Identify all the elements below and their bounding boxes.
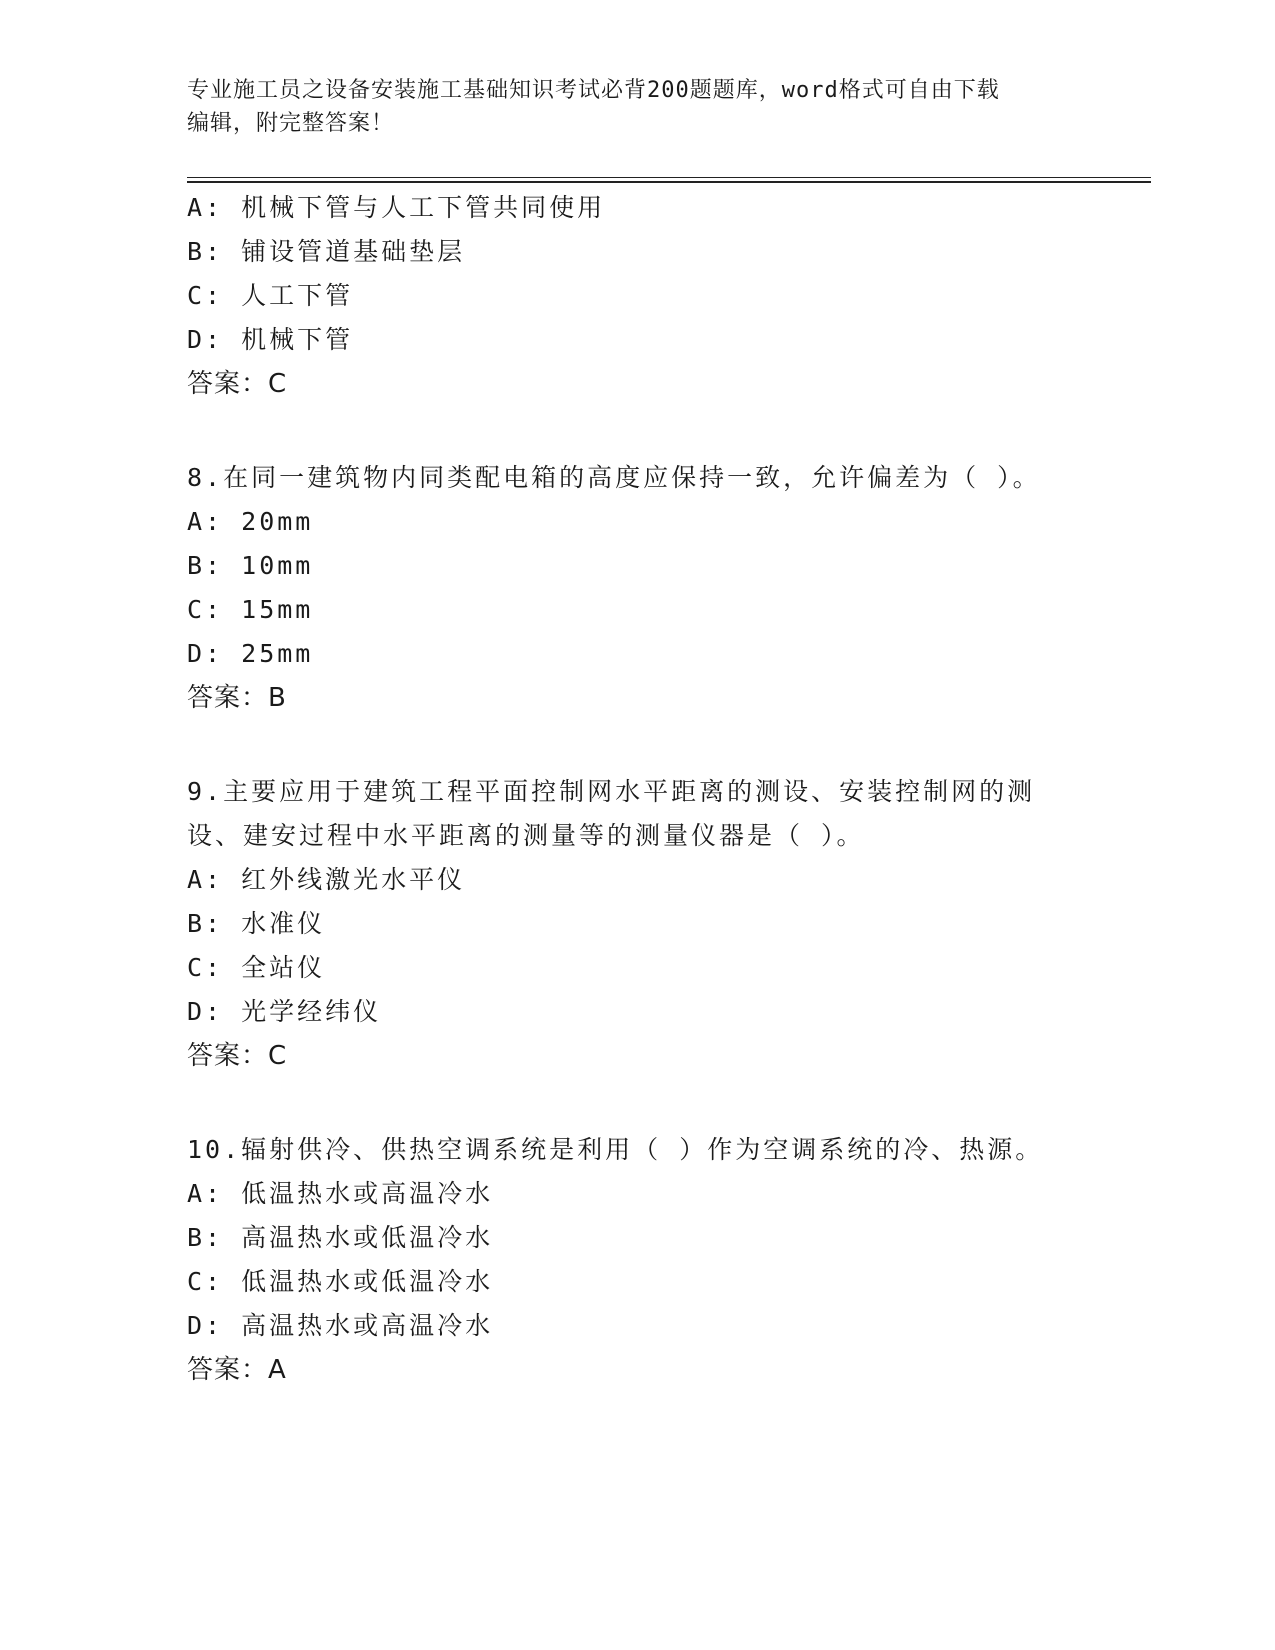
q10-option-a: A: 低温热水或高温冷水	[187, 1179, 494, 1208]
q8-option-c: C: 15mm	[187, 595, 314, 624]
q10-option-b: B: 高温热水或低温冷水	[187, 1223, 494, 1252]
q9-option-b: B: 水准仪	[187, 909, 326, 938]
q8-option-b: B: 10mm	[187, 551, 314, 580]
q8-stem: 8.在同一建筑物内同类配电箱的高度应保持一致，允许偏差为（ ）。	[187, 463, 1041, 492]
document-header	[187, 74, 1087, 140]
q9-answer: 答案：C	[187, 1041, 288, 1071]
header-title-line-2: 编辑，附完整答案！	[187, 111, 395, 136]
header-title-line-1: 专业施工员之设备安装施工基础知识考试必背200题题库，word格式可自由下载	[187, 78, 1000, 103]
q7-option-b: B: 铺设管道基础垫层	[187, 237, 466, 266]
q10-stem: 10.辐射供冷、供热空调系统是利用（ ）作为空调系统的冷、热源。	[187, 1135, 1044, 1164]
q7-answer: 答案：C	[187, 369, 288, 399]
q10-option-d: D: 高温热水或高温冷水	[187, 1311, 494, 1340]
q8-answer: 答案：B	[187, 683, 287, 713]
q9-option-d: D: 光学经纬仪	[187, 997, 382, 1026]
q7-option-c: C: 人工下管	[187, 281, 354, 310]
header-divider-thin	[187, 177, 1151, 178]
q9-option-a: A: 红外线激光水平仪	[187, 865, 466, 894]
q10-option-c: C: 低温热水或低温冷水	[187, 1267, 494, 1296]
q8-option-d: D: 25mm	[187, 639, 314, 668]
q9-stem-line-1: 9.主要应用于建筑工程平面控制网水平距离的测设、安装控制网的测	[187, 777, 1036, 806]
q10-answer: 答案：A	[187, 1355, 287, 1385]
q9-option-c: C: 全站仪	[187, 953, 326, 982]
q8-option-a: A: 20mm	[187, 507, 314, 536]
header-divider-thick	[187, 181, 1151, 183]
q7-option-d: D: 机械下管	[187, 325, 354, 354]
q9-stem-line-2: 设、建安过程中水平距离的测量等的测量仪器是（ ）。	[187, 821, 865, 850]
q7-option-a: A: 机械下管与人工下管共同使用	[187, 193, 606, 222]
